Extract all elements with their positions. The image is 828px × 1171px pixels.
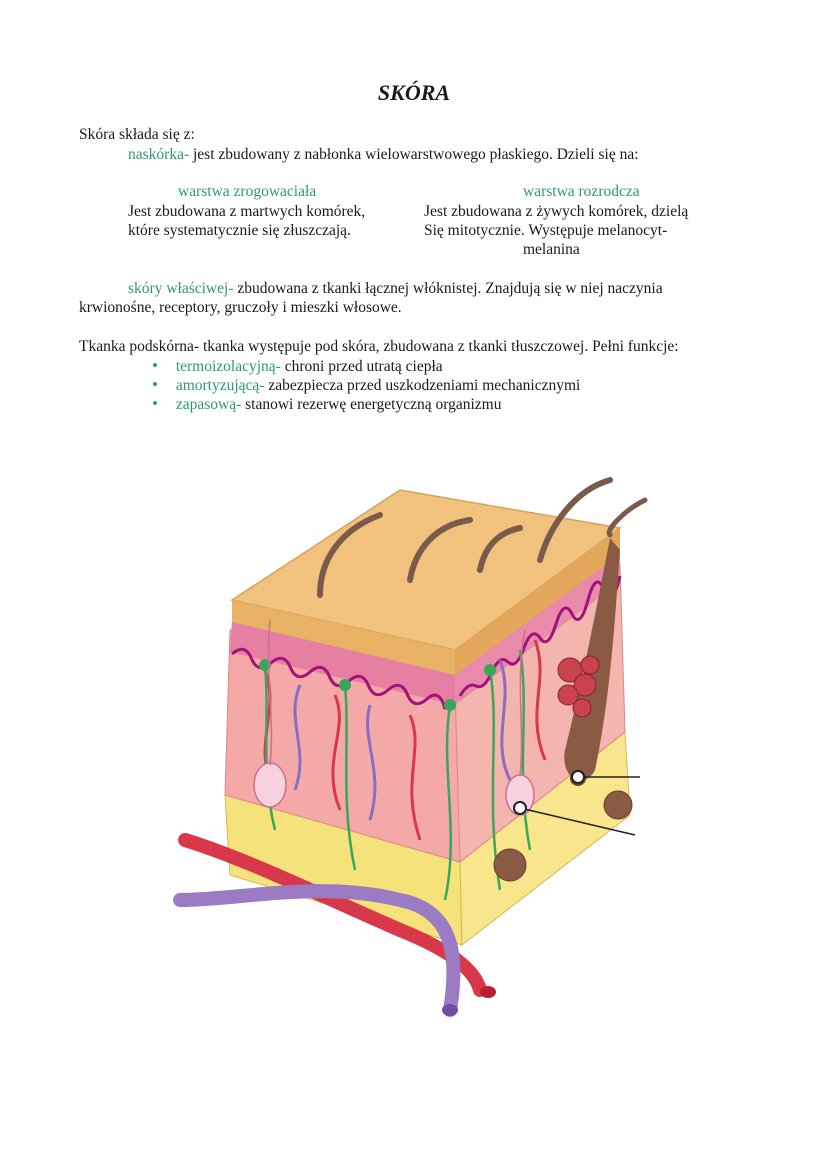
function-desc: stanowi rezerwę energetyczną organizmu [241, 396, 502, 413]
bullet-icon: • [152, 375, 158, 394]
stratum-corneum-line-1: Jest zbudowana z martwych komórek, [128, 203, 366, 220]
function-item [152, 356, 443, 376]
epidermis-paragraph [128, 145, 639, 164]
dermis-paragraph [128, 279, 663, 298]
bullet-icon: • [152, 356, 158, 375]
dermis-line-2: krwionośne, receptory, gruczoły i mieszki włosowe. [79, 299, 402, 316]
stratum-basale-heading: warstwa rozrodcza [523, 183, 640, 200]
stratum-corneum-heading: warstwa zrogowaciała [178, 183, 317, 200]
function-item [152, 394, 501, 414]
hypodermis-paragraph: Tkanka podskórna- tkanka występuje pod skóra, zbudowana z tkanki tłuszczowej. Pełni funkcje: [79, 338, 679, 355]
page-title: SKÓRA [377, 80, 451, 105]
bullet-icon: • [152, 394, 158, 413]
stratum-basale-line-3: melanina [523, 241, 580, 258]
function-desc: chroni przed utratą ciepła [280, 358, 443, 375]
function-term: termoizolacyjną- [175, 358, 281, 375]
function-desc: zabezpiecza przed uszkodzeniami mechanicznymi [264, 377, 581, 394]
intro-text: Skóra składa się z: [79, 126, 195, 143]
dermis-term: skóry właściwej- [128, 280, 234, 297]
stratum-basale-line-2: Się mitotycznie. Występuje melanocyt- [424, 222, 668, 239]
skin-cross-section-illustration [170, 470, 650, 1030]
function-item [152, 375, 580, 395]
dermis-text: zbudowana z tkanki łącznej włóknistej. Znajdują się w niej naczynia [233, 280, 663, 297]
epidermis-text: jest zbudowany z nabłonka wielowarstwowego płaskiego. Dzieli się na: [189, 146, 639, 163]
epidermis-term: naskórka- [128, 146, 190, 163]
stratum-basale-line-1: Jest zbudowana z żywych komórek, dzielą [424, 203, 689, 220]
function-term: amortyzującą- [175, 377, 265, 394]
stratum-corneum-line-2: które systematycznie się złuszczają. [128, 222, 351, 239]
function-term: zapasową- [175, 396, 242, 413]
